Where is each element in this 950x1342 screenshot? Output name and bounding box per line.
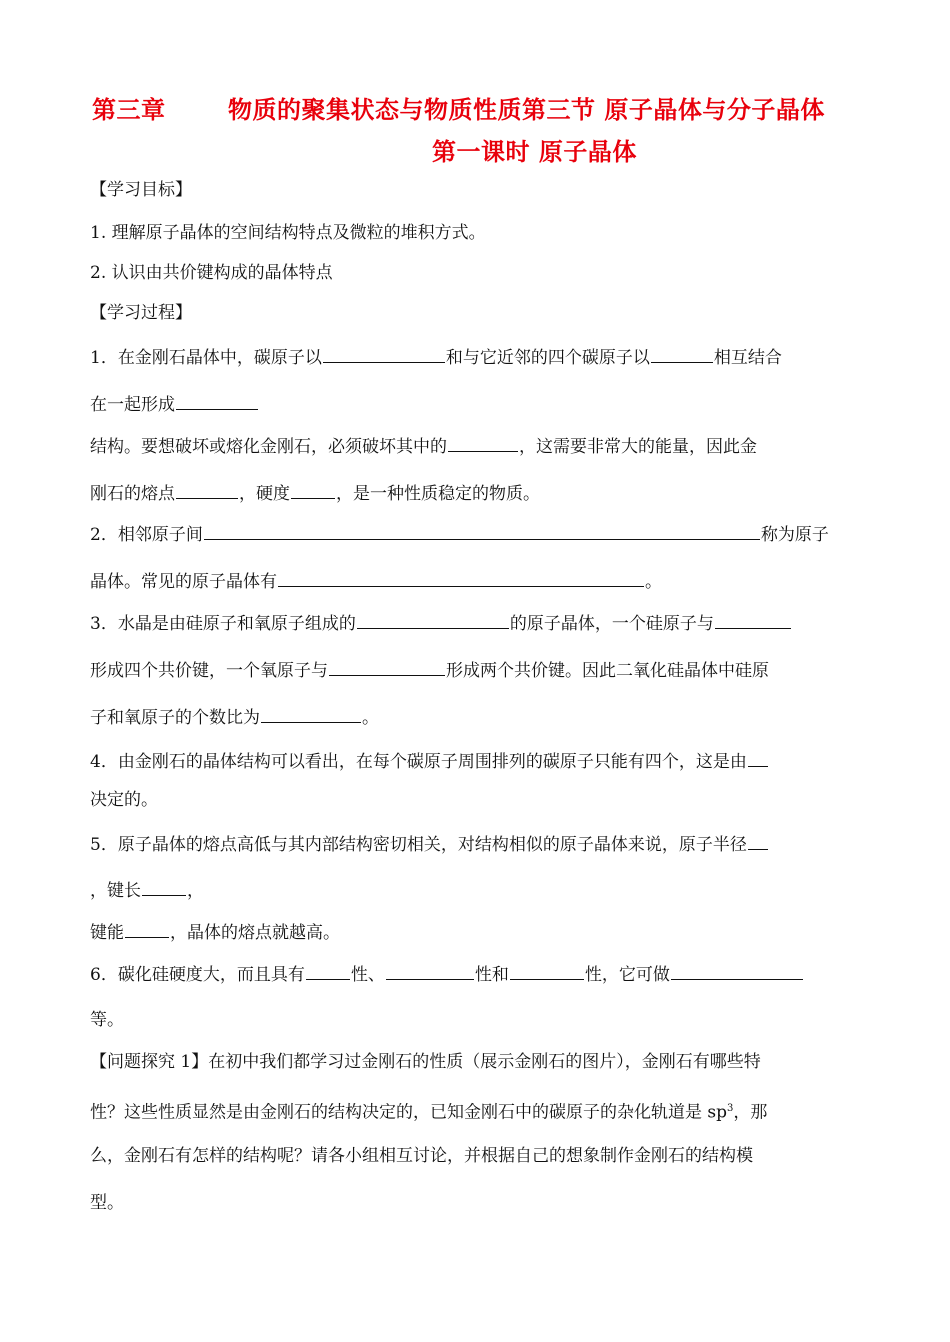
objective-2: 2. 认识由共价键构成的晶体特点 <box>90 263 333 283</box>
answer-blank[interactable] <box>329 658 445 676</box>
answer-blank[interactable] <box>278 569 644 587</box>
q4-text-b: 决定的。 <box>90 790 158 810</box>
q6-text-e: 等。 <box>90 1010 124 1030</box>
answer-blank[interactable] <box>261 705 361 723</box>
answer-blank[interactable] <box>510 962 584 980</box>
question-4-line-2 <box>90 789 158 811</box>
explore-line-3: 么，金刚石有怎样的结构呢？请各小组相互讨论，并根据自己的想象制作金刚石的结构模 <box>90 1146 753 1166</box>
q2-text-b: 称为原子 <box>760 525 829 545</box>
q6-text-c: 性和 <box>474 965 509 985</box>
q6-text-d: 性，它可做 <box>584 965 670 985</box>
answer-blank[interactable] <box>748 832 768 850</box>
answer-blank[interactable] <box>306 962 350 980</box>
question-3-line-3 <box>90 705 379 729</box>
q6-text-a: 6．碳化硅硬度大，而且具有 <box>90 965 305 985</box>
question-6-line-2 <box>90 1009 124 1031</box>
section-title: 物质的聚集状态与物质性质第三节 原子晶体与分子晶体 <box>228 95 825 124</box>
q6-text-b: 性、 <box>350 965 385 985</box>
q1-text-i: ，是一种性质稳定的物质。 <box>336 484 540 504</box>
q1-text-e: 结构。要想破坏或熔化金刚石，必须破坏其中的 <box>90 437 447 457</box>
explore-line-2-end: ，那 <box>733 1102 768 1123</box>
question-3-line-1 <box>90 611 792 635</box>
question-1-line-1 <box>90 345 782 369</box>
answer-blank[interactable] <box>448 434 518 452</box>
question-2-line-2 <box>90 569 662 593</box>
explore-line-2 <box>90 1098 767 1124</box>
objective-1: 1. 理解原子晶体的空间结构特点及微粒的堆积方式。 <box>90 223 486 243</box>
question-6-line-1 <box>90 962 804 986</box>
question-1-line-4 <box>90 481 540 505</box>
explore-line-1: 【问题探究 1】在初中我们都学习过金刚石的性质（展示金刚石的图片），金刚石有哪些特 <box>90 1052 761 1072</box>
q3-text-b: 的原子晶体，一个硅原子与 <box>509 614 714 634</box>
chapter-title: 第三章 <box>92 95 166 124</box>
answer-blank[interactable] <box>715 611 791 629</box>
answer-blank[interactable] <box>125 920 169 938</box>
q1-text-d: 在一起形成 <box>90 395 175 415</box>
explore-line-2-text: 性？这些性质显然是由金刚石的结构决定的，已知金刚石中的碳原子的杂化轨道是 sp <box>90 1102 728 1123</box>
q5-text-e: ，晶体的熔点就越高。 <box>170 923 340 943</box>
q1-text-b: 和与它近邻的四个碳原子以 <box>445 348 650 368</box>
answer-blank[interactable] <box>671 962 803 980</box>
q2-text-c: 晶体。常见的原子晶体有 <box>90 572 277 592</box>
process-heading: 【学习过程】 <box>90 303 192 323</box>
question-1-line-2 <box>90 392 259 416</box>
answer-blank[interactable] <box>204 522 760 540</box>
q1-text-c: 相互结合 <box>713 348 782 368</box>
q5-text-d: 键能 <box>90 923 124 943</box>
q1-text-a: 1．在金刚石晶体中，碳原子以 <box>90 348 322 368</box>
answer-blank[interactable] <box>748 749 768 767</box>
explore-line-4: 型。 <box>90 1193 124 1213</box>
answer-blank[interactable] <box>176 481 238 499</box>
q5-text-a: 5．原子晶体的熔点高低与其内部结构密切相关，对结构相似的原子晶体来说，原子半径 <box>90 835 747 855</box>
question-3-line-2 <box>90 658 769 682</box>
q3-text-c: 形成四个共价键，一个氧原子与 <box>90 661 328 681</box>
question-1-line-3 <box>90 434 757 458</box>
q3-text-e: 子和氧原子的个数比为 <box>90 708 260 728</box>
q1-text-f: ，这需要非常大的能量，因此金 <box>519 437 757 457</box>
question-5-line-1 <box>90 832 769 856</box>
question-2-line-1 <box>90 522 829 546</box>
q2-text-a: 2．相邻原子间 <box>90 525 203 545</box>
answer-blank[interactable] <box>386 962 474 980</box>
q1-text-g: 刚石的熔点 <box>90 484 175 504</box>
q5-text-b: ，键长 <box>90 881 141 901</box>
superscript-3: 3 <box>727 1103 734 1114</box>
q3-text-d: 形成两个共价键。因此二氧化硅晶体中硅原 <box>446 661 769 681</box>
q2-text-d: 。 <box>645 572 662 592</box>
q3-text-f: 。 <box>362 708 379 728</box>
answer-blank[interactable] <box>651 345 713 363</box>
q3-text-a: 3．水晶是由硅原子和氧原子组成的 <box>90 614 356 634</box>
q1-text-h: ，硬度 <box>239 484 290 504</box>
answer-blank[interactable] <box>142 878 186 896</box>
answer-blank[interactable] <box>176 392 258 410</box>
objectives-heading: 【学习目标】 <box>90 180 192 200</box>
q5-text-c: ， <box>187 881 204 901</box>
question-5-line-3 <box>90 920 340 944</box>
lesson-title: 第一课时 原子晶体 <box>432 137 637 166</box>
answer-blank[interactable] <box>291 481 335 499</box>
q4-text-a: 4．由金刚石的晶体结构可以看出，在每个碳原子周围排列的碳原子只能有四个，这是由 <box>90 752 747 772</box>
answer-blank[interactable] <box>323 345 445 363</box>
question-5-line-2 <box>90 878 204 902</box>
answer-blank[interactable] <box>357 611 509 629</box>
question-4-line-1 <box>90 749 769 773</box>
